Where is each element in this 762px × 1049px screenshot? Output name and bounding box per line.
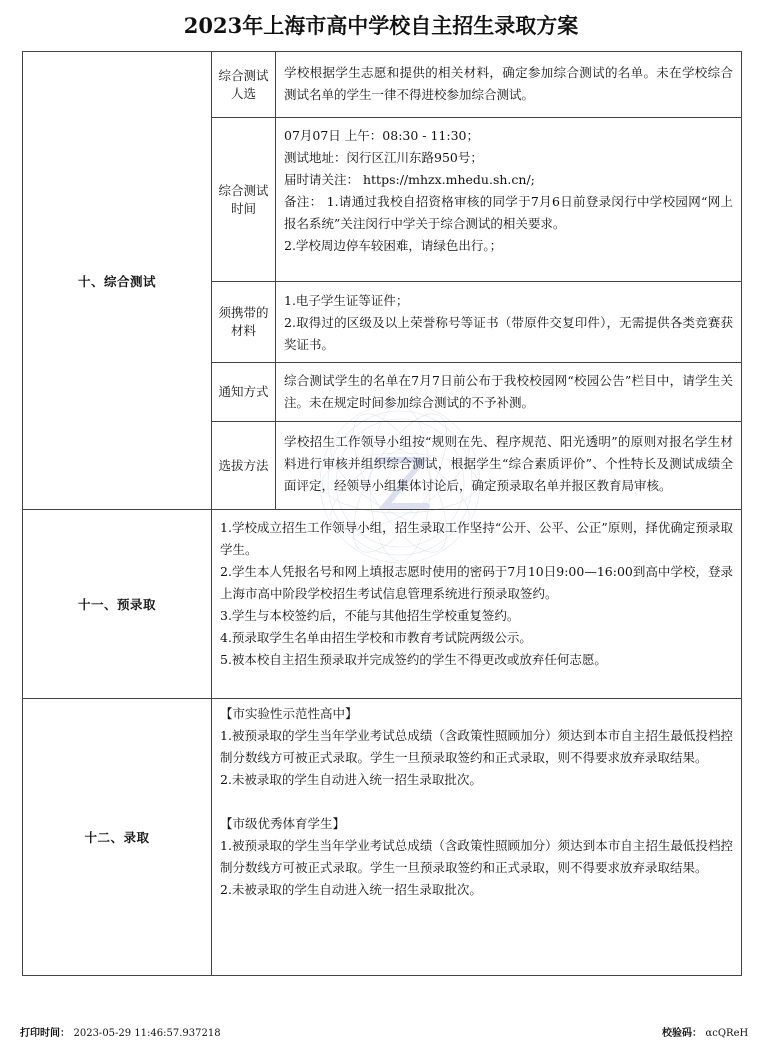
row-label-line: 综合测试: [218, 67, 269, 83]
row-label-line: 综合测试: [218, 182, 269, 198]
content-paragraph: 2.未被录取的学生自动进入统一招生录取批次。: [220, 882, 482, 897]
check-code: [662, 1024, 748, 1039]
content-paragraph: 2.学生本人凭报名号和网上填报志愿时使用的密码于7月10日9:00—16:00到高中学校，登录上海市高中阶段学校招生考试信息管理系统进行预录取签约。: [220, 564, 733, 601]
content-paragraph: 2.取得过的区级及以上荣誉称号等证书（带原件交复印件），无需提供各类竞赛获奖证书。: [284, 315, 733, 352]
print-time-value: 2023-05-29 11:46:57.937218: [73, 1028, 221, 1039]
content-paragraph: 5.被本校自主招生预录取并完成签约的学生不得更改或放弃任何志愿。: [220, 652, 607, 667]
row-label: [212, 52, 276, 118]
section-content: [212, 510, 742, 699]
table-row: [23, 52, 742, 118]
content-paragraph: 综合测试学生的名单在7月7日前公布于我校校园网“校园公告”栏目中，请学生关注。未在规定时间参加综合测试的不予补测。: [284, 373, 733, 410]
row-content: [276, 363, 742, 422]
row-label-line: 通知方式: [218, 384, 269, 399]
print-time-label: 打印时间：: [20, 1028, 70, 1039]
content-paragraph: 测试地址：闵行区江川东路950号；: [284, 150, 483, 165]
section-label-pre-admission: 十一、预录取: [23, 510, 212, 699]
content-paragraph: 2.未被录取的学生自动进入统一招生录取批次。: [220, 772, 482, 787]
content-paragraph: 1.学校成立招生工作领导小组，招生录取工作坚持“公开、公平、公正”原则，择优确定预录取学生。: [220, 520, 733, 557]
check-code-value: αcQReH: [705, 1028, 749, 1039]
group-heading: 【市级优秀体育学生】: [220, 816, 346, 831]
content-paragraph: 学校招生工作领导小组按“规则在先、程序规范、阳光透明”的原则对报名学生材料进行审核并组织综合测试，根据学生“综合素质评价”、个性特长及测试成绩全面评定，经领导小组集体讨论后，确定预录取名单并报区教育局审核。: [284, 434, 733, 493]
section-label-admission: 十二、录取: [23, 699, 212, 976]
content-paragraph: 3.学生与本校签约后，不能与其他招生学校重复签约。: [220, 608, 520, 623]
row-content: [276, 52, 742, 118]
row-label: [212, 422, 276, 510]
row-content: [276, 118, 742, 282]
section-label-comprehensive-test: 十、综合测试: [23, 52, 212, 510]
row-content: [276, 422, 742, 510]
row-label-line: 人选: [230, 85, 256, 101]
row-label-line: 须携带的: [218, 305, 269, 320]
admission-plan-table: [22, 51, 742, 976]
page-title: 2023年上海市高中学校自主招生录取方案: [183, 13, 579, 38]
test-website-link[interactable]: 届时请关注： https://mhzx.mhedu.sh.cn/;: [284, 172, 535, 187]
content-paragraph: 1.被预录取的学生当年学业考试总成绩（含政策性照顾加分）须达到本市自主招生最低投档控制分数线方可被正式录取。学生一旦预录取签约和正式录取，则不得要求放弃录取结果。: [220, 838, 733, 875]
content-paragraph: 学校根据学生志愿和提供的相关材料，确定参加综合测试的名单。未在学校综合测试名单的学生一律不得进校参加综合测试。: [284, 65, 733, 102]
content-paragraph: 07月07日 上午：08:30 - 11:30；: [284, 128, 480, 143]
row-label-line: 选拔方法: [218, 457, 269, 473]
table-row: [23, 510, 742, 699]
print-time: [20, 1024, 221, 1039]
content-paragraph: 1.被预录取的学生当年学业考试总成绩（含政策性照顾加分）须达到本市自主招生最低投档控制分数线方可被正式录取。学生一旦预录取签约和正式录取，则不得要求放弃录取结果。: [220, 728, 733, 765]
content-paragraph: 4.预录取学生名单由招生学校和市教育考试院两级公示。: [220, 630, 532, 645]
check-code-label: 校验码：: [662, 1028, 702, 1039]
group-heading: 【市实验性示范性高中】: [220, 706, 358, 721]
row-label-line: 时间: [230, 200, 256, 216]
row-content: [276, 282, 742, 363]
row-label: [212, 118, 276, 282]
content-paragraph: 1.电子学生证等证件；: [284, 293, 409, 308]
row-label: [212, 282, 276, 363]
content-paragraph: 备注： 1.请通过我校自招资格审核的同学于7月6日前登录闵行中学校园网“网上报名系统”关注闵行中学关于综合测试的相关要求。: [284, 194, 733, 231]
content-paragraph: 2.学校周边停车较困难，请绿色出行。；: [284, 238, 503, 253]
section-content: [212, 699, 742, 976]
table-row: [23, 699, 742, 976]
row-label: [212, 363, 276, 422]
row-label-line: 材料: [230, 323, 256, 338]
